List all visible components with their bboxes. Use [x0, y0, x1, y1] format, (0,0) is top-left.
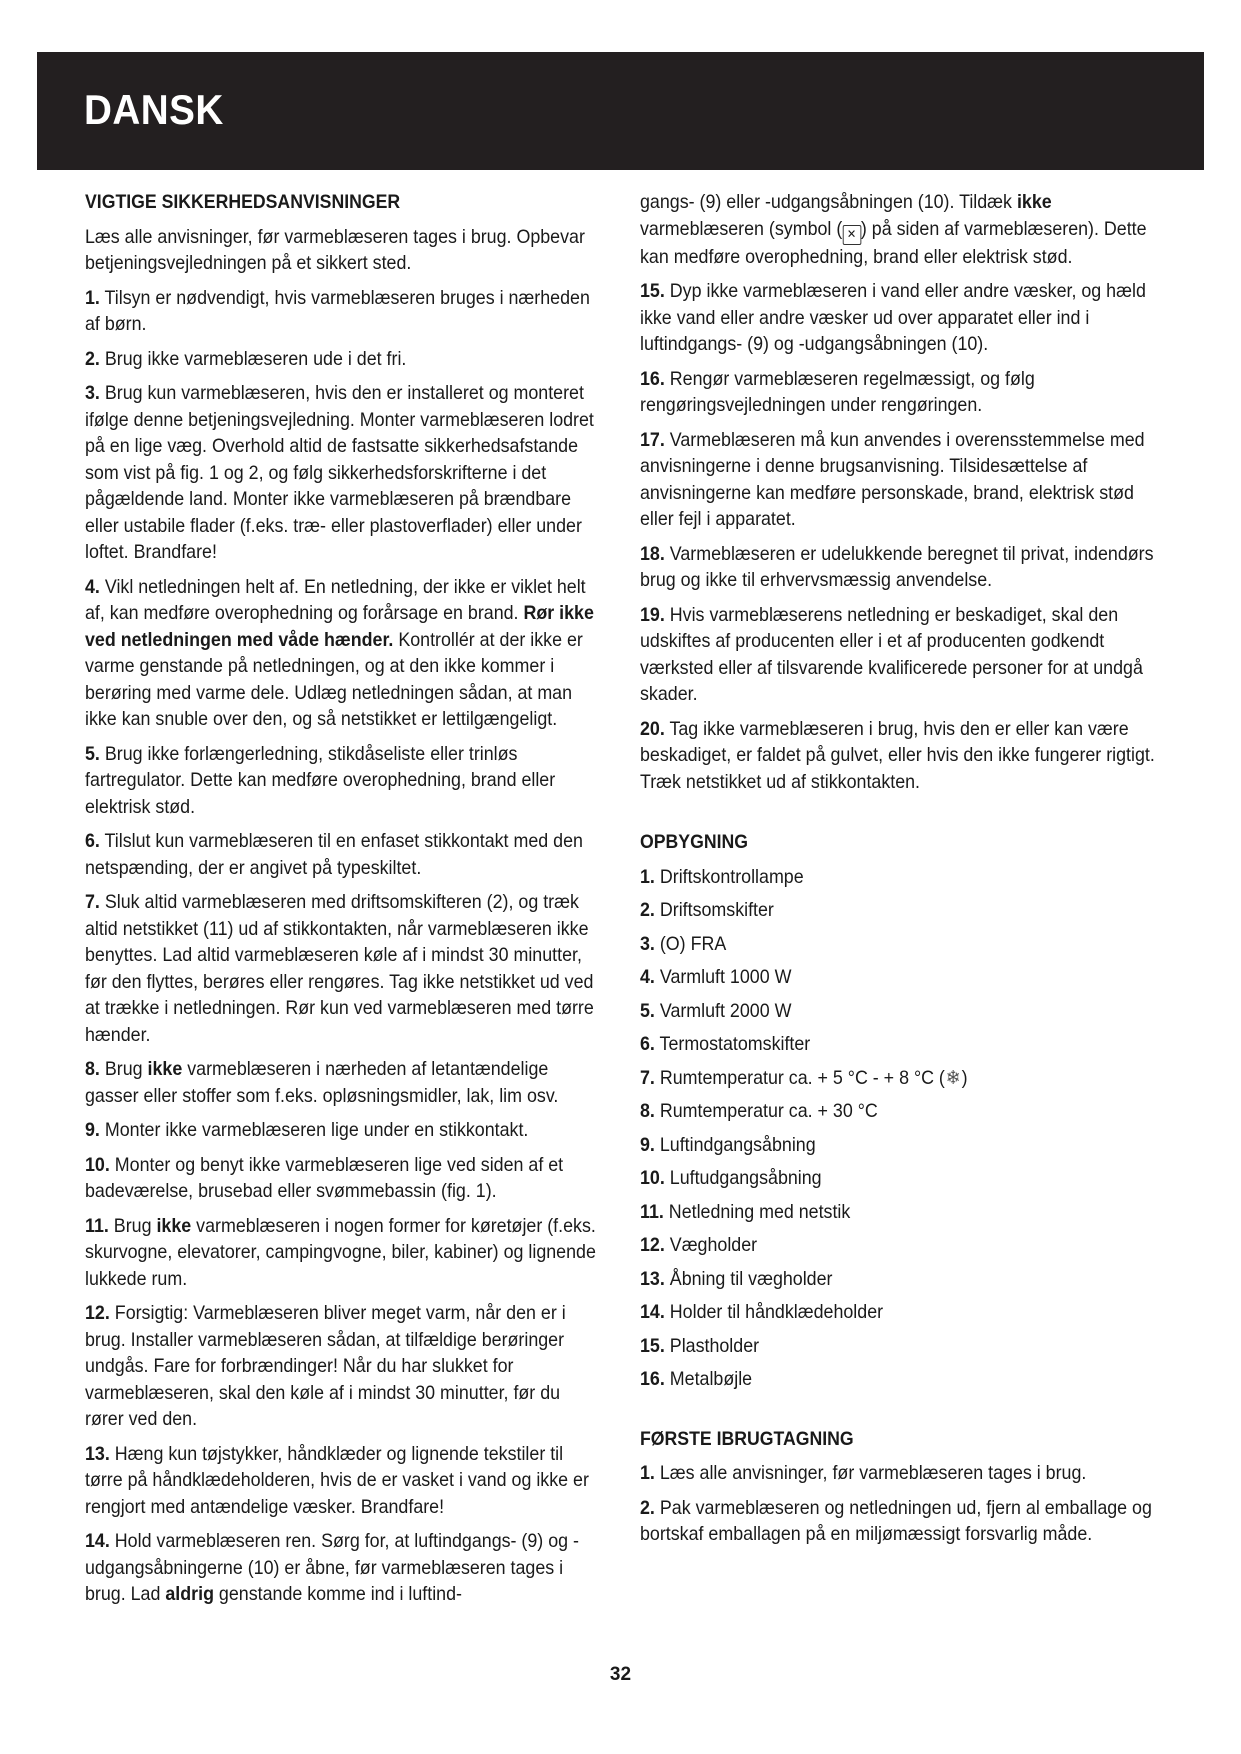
item-number: 18. — [640, 543, 665, 565]
item-text: Læs alle anvisninger, før varmeblæseren tages i brug. — [659, 1463, 1087, 1484]
item-number: 19. — [640, 604, 665, 626]
safety-heading: VIGTIGE SIKKERHEDSANVISNINGER — [85, 192, 401, 213]
item-number: 17. — [640, 429, 665, 451]
item-text: Netledning med netstik — [668, 1201, 851, 1223]
item-text: Kontrollér at der ikke er varme genstande på netledningen, og at den ikke kommer i berøring med varme dele. Udlæg netledningen sådan, at man ikke kan snuble over den, og så netstikket er lettilgængeligt. — [85, 629, 583, 730]
safety-item-14-part-2: gangs- (9) eller -udgangsåbningen (10). Tildæk ikke varmeblæseren (symbol ( ✕ ) på siden af varmeblæseren). Dette kan medføre overophedning, brand eller elektrisk stød. — [640, 192, 1147, 268]
right-column-text — [640, 190, 1158, 1549]
item-text: Luftindgangsåbning — [659, 1134, 816, 1156]
item-text: Tilsyn er nødvendigt, hvis varmeblæseren bruges i nærheden af børn. — [85, 287, 590, 335]
opbygning-heading: OPBYGNING — [640, 832, 748, 853]
item-text: Monter og benyt ikke varmeblæseren lige ved siden af et badeværelse, brusebad eller svømmebassin (fig. 1). — [85, 1154, 564, 1202]
item-number: 11. — [640, 1201, 664, 1223]
item-text: Brug ikke forlængerledning, stikdåseliste eller trinløs fartregulator. Dette kan medføre overophedning, brand eller elektrisk stød. — [85, 743, 556, 818]
section-spacer — [640, 1401, 1158, 1427]
list-item — [640, 865, 1158, 892]
list-item — [640, 999, 1158, 1026]
header-banner — [37, 52, 1204, 170]
no-cover-symbol-icon: ✕ — [842, 225, 861, 245]
item-number: 2. — [640, 900, 655, 921]
item-text: Varmeblæseren er udelukkende beregnet til privat, indendørs brug og ikke til erhvervsmæssig anvendelse. — [640, 543, 1154, 591]
item-number: 3. — [640, 933, 655, 955]
section-spacer — [640, 804, 1158, 830]
item-text-bold: Rør ikke ved netledningen med våde hænder. — [85, 603, 594, 651]
item-number: 15. — [640, 281, 665, 302]
list-item — [640, 932, 1158, 959]
foerste-item-1 — [640, 1461, 1158, 1488]
item-text: Rumtemperatur ca. + 5 °C - + 8 °C ( — [659, 1067, 945, 1089]
item-number: 12. — [640, 1235, 665, 1256]
item-text-bold: ikke — [1016, 192, 1052, 213]
list-item — [640, 1099, 1158, 1126]
list-item — [640, 1133, 1158, 1160]
list-item — [640, 1233, 1158, 1260]
item-number: 16. — [640, 368, 665, 390]
item-number: 1. — [640, 1463, 655, 1484]
item-text: Brug — [104, 1059, 143, 1080]
safety-item-9 — [85, 1118, 603, 1145]
item-number: 1. — [640, 866, 655, 888]
item-number: 15. — [640, 1335, 665, 1357]
right-column — [640, 190, 1160, 1557]
item-text: Vægholder — [669, 1235, 758, 1256]
list-item — [640, 1200, 1158, 1227]
item-number: 7. — [640, 1067, 655, 1089]
item-text: Driftskontrollampe — [659, 866, 804, 888]
item-text: Varmeblæseren må kun anvendes i overensstemmelse med anvisningerne i denne brugsanvisning. Tilsidesættelse af anvisningerne kan medføre personskade, brand, elektrisk stød eller fejl i apparatet. — [640, 429, 1145, 530]
safety-intro: Læs alle anvisninger, før varmeblæseren tages i brug. Opbevar betjeningsvejledningen på et sikkert sted. — [85, 226, 585, 274]
item-number: 8. — [640, 1101, 655, 1122]
item-text: Holder til håndklædeholder — [669, 1302, 884, 1323]
item-text: Tilslut kun varmeblæseren til en enfaset stikkontakt med den netspænding, der er angivet på typeskiltet. — [85, 831, 583, 879]
safety-item-2 — [85, 347, 603, 374]
item-number: 2. — [640, 1497, 655, 1519]
safety-item-20 — [640, 717, 1158, 797]
list-item — [640, 898, 1158, 925]
item-number: 6. — [85, 831, 100, 852]
item-text: Driftsomskifter — [659, 900, 774, 921]
item-text: Brug ikke varmeblæseren ude i det fri. — [104, 348, 407, 370]
list-item — [640, 1334, 1158, 1361]
safety-item-8 — [85, 1057, 603, 1110]
item-text: Monter ikke varmeblæseren lige under en stikkontakt. — [104, 1120, 529, 1141]
item-text: Sluk altid varmeblæseren med driftsomskifteren (2), og træk altid netstikket (11) ud af stikkontakten, når varmeblæseren ikke benyttes. Lad altid varmeblæseren køle af i mindst 30 minutter, før den flyttes, berøres eller rengøres. Tag ikke netstikket ud ved at trække i netledningen. Rør kun ved varmeblæseren med tørre hænder. — [85, 892, 594, 1046]
opbygning-list — [640, 865, 1158, 1394]
list-item — [640, 1032, 1158, 1059]
item-text: (O) FRA — [659, 933, 727, 955]
left-column-text — [85, 190, 603, 1609]
item-number: 14. — [85, 1531, 110, 1552]
safety-item-14-part-1: 14. Hold varmeblæseren ren. Sørg for, at luftindgangs- (9) og -udgangsåbningerne (10) er åbne, før varmeblæseren tages i brug. Lad aldrig genstande komme ind i luftind- — [85, 1531, 579, 1605]
list-item — [640, 1367, 1158, 1394]
item-number: 14. — [640, 1302, 665, 1323]
item-text-bold: aldrig — [165, 1584, 214, 1605]
list-item — [640, 1300, 1158, 1327]
item-number: 16. — [640, 1369, 665, 1390]
item-text: Varmluft 2000 W — [659, 1000, 792, 1022]
item-text: Åbning til vægholder — [669, 1268, 833, 1290]
item-text: Vikl netledningen helt af. En netledning, der ikke er viklet helt af, kan medføre overophedning og forårsage en brand. — [85, 576, 586, 624]
safety-item-4 — [85, 575, 603, 734]
left-column — [85, 190, 603, 1617]
item-number: 13. — [640, 1268, 665, 1290]
item-text: Luftudgangsåbning — [669, 1168, 822, 1189]
safety-item-5 — [85, 742, 603, 822]
safety-item-15 — [640, 279, 1158, 359]
item-number: 4. — [640, 967, 655, 988]
safety-item-1 — [85, 286, 603, 339]
item-number: 20. — [640, 718, 665, 740]
item-text-bold: ikke — [147, 1059, 183, 1080]
list-item — [640, 965, 1158, 992]
item-text: Pak varmeblæseren og netledningen ud, fjern al emballage og bortskaf emballagen på en miljømæssigt forsvarlig måde. — [640, 1497, 1152, 1545]
page-number: 32 — [609, 1664, 632, 1685]
item-number: 1. — [85, 287, 100, 309]
item-text: Rengør varmeblæseren regelmæssigt, og følg rengøringsvejledningen under rengøringen. — [640, 368, 1035, 416]
item-number: 4. — [85, 576, 100, 598]
foerste-heading: FØRSTE IBRUGTAGNING — [640, 1428, 854, 1450]
item-number: 7. — [85, 892, 100, 913]
item-text: Termostatomskifter — [659, 1034, 811, 1055]
item-text: Rumtemperatur ca. + 30 °C — [659, 1101, 878, 1122]
item-number: 11. — [85, 1215, 109, 1237]
language-title: DANSK — [84, 86, 224, 133]
item-text: Dyp ikke varmeblæseren i vand eller andre væsker, og hæld ikke vand eller andre væsker ud over apparatet eller ind i luftindgangs- (9) og -udgangsåbningen (10). — [640, 281, 1146, 355]
safety-item-19 — [640, 603, 1158, 709]
item-number: 6. — [640, 1034, 655, 1055]
snowflake-icon: ❄ — [945, 1067, 961, 1089]
item-text: Hold varmeblæseren ren. Sørg for, at luftindgangs- (9) og -udgangsåbningerne (10) er åbne, før varmeblæseren tages i brug. Lad — [85, 1531, 579, 1605]
item-text: Metalbøjle — [669, 1369, 753, 1390]
item-number: 10. — [85, 1154, 110, 1176]
item-number: 5. — [85, 743, 100, 765]
item-number: 8. — [85, 1059, 100, 1080]
item-text: Forsigtig: Varmeblæseren bliver meget varm, når den er i brug. Installer varmeblæseren sådan, at tilfældige berøringer undgås. Fare for forbrændinger! Når du har slukket for varmeblæseren, skal den køle af i mindst 30 minutter, før du rører ved den. — [85, 1303, 566, 1430]
item-number: 9. — [85, 1120, 100, 1141]
safety-item-17 — [640, 428, 1158, 534]
item-text: Tag ikke varmeblæseren i brug, hvis den er eller kan være beskadiget, er faldet på gulvet, eller hvis den ikke fungerer rigtigt. Træk netstikket ud af stikkontakten. — [640, 718, 1155, 793]
safety-item-6 — [85, 829, 603, 882]
item-text-end: ) — [961, 1067, 968, 1089]
safety-item-7 — [85, 890, 603, 1049]
list-item — [640, 1166, 1158, 1193]
item-number: 3. — [85, 383, 100, 404]
item-text-bold: ikke — [156, 1215, 192, 1237]
safety-item-11 — [85, 1214, 603, 1294]
item-text: Plastholder — [669, 1335, 760, 1357]
item-number: 12. — [85, 1303, 110, 1324]
safety-item-12 — [85, 1301, 603, 1434]
safety-item-18 — [640, 542, 1158, 595]
item-text: Hvis varmeblæserens netledning er beskadiget, skal den udskiftes af producenten eller i et af producenten godkendt værksted eller af tilsvarende kvalificerede personer for at undgå skader. — [640, 604, 1143, 705]
item-text: Brug kun varmeblæseren, hvis den er installeret og monteret ifølge denne betjeningsvejledning. Monter varmeblæseren lodret på en lige væg. Overhold altid de fastsatte sikkerhedsafstande som vist på fig. 1 og 2, og følg sikkerhedsforskrifterne i det pågældende land. Monter ikke varmeblæseren på brændbare eller ustabile flader (f.eks. træ- eller plastoverflader) eller under loftet. Brandfare! — [85, 383, 594, 563]
safety-item-3 — [85, 381, 603, 567]
item-number: 5. — [640, 1000, 655, 1022]
item-text: varmeblæseren i nogen former for køretøjer (f.eks. skurvogne, elevatorer, campingvogne, biler, kabiner) og lignende lukkede rum. — [85, 1215, 596, 1290]
item-text: Brug — [113, 1215, 152, 1237]
item-number: 13. — [85, 1443, 110, 1465]
item-number: 9. — [640, 1134, 655, 1156]
item-number: 2. — [85, 348, 100, 370]
safety-item-13 — [85, 1442, 603, 1522]
safety-item-16 — [640, 367, 1158, 420]
list-item — [640, 1267, 1158, 1294]
item-text: Hæng kun tøjstykker, håndklæder og lignende tekstiler til tørre på håndklædeholderen, hvis de er vasket i vand og ikke er rengjort med antændelige væsker. Brandfare! — [85, 1443, 589, 1518]
item-text: varmeblæseren i nærheden af letantændelige gasser eller stoffer som f.eks. opløsningsmidler, lak, lim osv. — [85, 1059, 559, 1107]
item-text: Varmluft 1000 W — [659, 967, 792, 988]
foerste-item-2 — [640, 1496, 1158, 1549]
list-item — [640, 1066, 1158, 1093]
item-number: 10. — [640, 1168, 665, 1189]
safety-item-10 — [85, 1153, 603, 1206]
